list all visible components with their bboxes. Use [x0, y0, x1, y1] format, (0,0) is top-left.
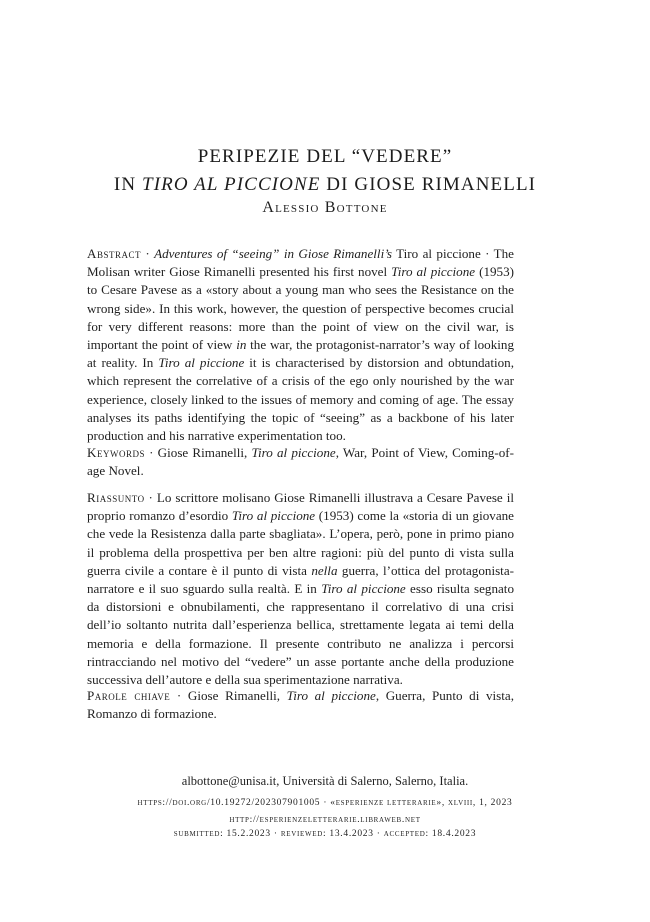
abstract-text-2: (1953) to Cesare Pavese as a «story about a young man who sees the Resistance on the wrong side». In this work, however, the question of perspective becomes crucial for very different reasons: more than the point of view on the civil war, is important the point of view [87, 264, 515, 353]
abstract-italic-2: in [236, 337, 247, 353]
riassunto-italic-2: nella [311, 562, 338, 578]
keywords-paragraph [87, 444, 514, 480]
abstract-italic-3: Tiro al piccione [158, 355, 245, 371]
journal-url: http://esperienzeletterarie.libraweb.net [229, 815, 421, 825]
riassunto-text-1: Lo scrittore molisano Giose Rimanelli illustrava a Cesare Pavese il proprio romanzo d’esordio [87, 490, 514, 524]
keywords-text-2: , War, Point of View, Coming-of-age Novel. [87, 445, 514, 479]
parole-chiave-paragraph [87, 687, 514, 723]
riassunto-text-4: esso risulta segnato da distorsioni e obnubilamenti, che rappresentano il correlativo di una crisi dell’io soltanto nutrita dall’esperienza bellica, strettamente legata ai temi della memoria e della formazione. Il presente contributo ne analizza i percorsi rintracciando nel motivo del “vedere” un asse portante anche della produzione successiva dell’autore e della sua sperimentazione narrativa. [87, 581, 514, 688]
submission-dates: submitted: 15.2.2023 · reviewed: 13.4.2023 · accepted: 18.4.2023 [173, 829, 477, 839]
abstract-sep: · [140, 246, 155, 261]
riassunto-italic-3: Tiro al piccione [321, 581, 406, 597]
abstract-paragraph [87, 245, 514, 445]
parole-chiave-label: Parole chiave [87, 688, 171, 703]
riassunto-paragraph [87, 489, 514, 689]
keywords-italic-1: Tiro al piccione [251, 445, 336, 460]
abstract-italic-1: Tiro al piccione [391, 264, 476, 280]
title-line-2-pre: IN [113, 174, 143, 195]
author-name: Alessio Bottone [262, 199, 388, 216]
keywords-text-1: Giose Rimanelli, [157, 445, 252, 460]
abstract-sep-2: · [480, 246, 494, 261]
title-line-1: PERIPEZIE DEL “VEDERE” [197, 146, 453, 167]
doi-line: https://doi.org/10.19272/202307901005 · «esperienze letterarie», xlviii, 1, 2023 [137, 798, 513, 808]
abstract-title-italic: Adventures of “seeing” in Giose Rimanelli’s [154, 246, 392, 261]
parole-chiave-italic-1: Tiro al piccione [286, 688, 376, 703]
parole-chiave-text-1: Giose Rimanelli, [187, 688, 287, 703]
article-title [0, 143, 650, 199]
title-line-2 [0, 171, 650, 199]
abstract-text-1: The Molisan writer Giose Rimanelli presented his first novel [87, 246, 514, 280]
riassunto-text-2: (1953) come la «storia di un giovane che vede la Resistenza dalla parte sbagliata». L’opera, però, pone in primo piano il problema della prospettiva per ben altre ragioni: più del punto di vista sulla guerra civile a contare è il punto di vista [87, 508, 514, 578]
keywords-sep: · [144, 445, 158, 460]
riassunto-label: Riassunto [87, 490, 145, 505]
title-line-2-post: DI GIOSE RIMANELLI [320, 174, 537, 195]
riassunto-italic-1: Tiro al piccione [231, 508, 316, 524]
author-affiliation: albottone@unisa.it, Università di Salerno, Salerno, Italia. [181, 774, 469, 788]
title-line-2-italic: TIRO AL PICCIONE [142, 174, 321, 195]
riassunto-text-3: guerra, l’ottica del protagonista-narratore e il suo sguardo sulla realtà. E in [87, 562, 514, 597]
keywords-label: Keywords [87, 445, 145, 460]
abstract-label: Abstract [87, 246, 141, 261]
abstract-title-roman: Tiro al piccione [391, 246, 481, 261]
riassunto-sep: · [144, 490, 157, 505]
abstract-text-3: the war, the protagonist-narrator’s way of looking at reality. In [87, 337, 514, 371]
abstract-text-4: it is characterised by distorsion and obtundation, which represent the correlative of a crisis of the ego only nourished by the war experience, closely linked to the issues of memory and coming of age. The essay analyses its paths identifying the topic of “seeing” as a backbone of his later production and his narrative experimentation too. [87, 355, 515, 444]
parole-chiave-text-2: , Guerra, Punto di vista, Romanzo di formazione. [87, 688, 514, 722]
parole-chiave-sep: · [170, 688, 188, 703]
